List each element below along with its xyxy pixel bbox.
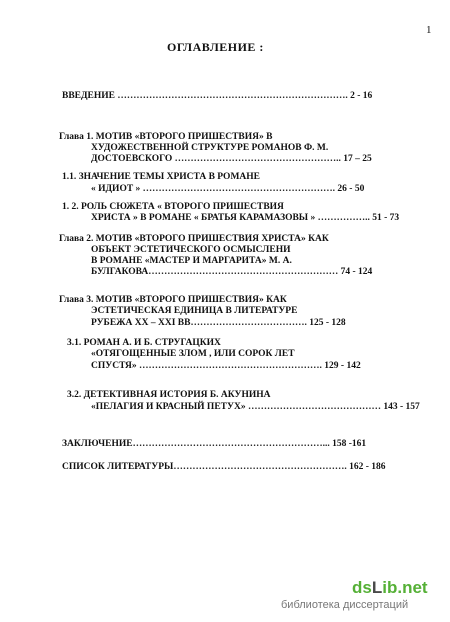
toc-line: СПИСОК ЛИТЕРАТУРЫ………………………………………………. 162 - 186 (62, 462, 386, 472)
page-title: ОГЛАВЛЕНИЕ : (167, 40, 264, 54)
toc-line: «ПЕЛАГИЯ И КРАСНЫЙ ПЕТУХ» …………………………………… 143 - 157 (91, 402, 420, 412)
watermark-logo (281, 578, 428, 611)
toc-line: Глава 3. МОТИВ «ВТОРОГО ПРИШЕСТВИЯ» КАК (59, 295, 287, 305)
toc-line: ХУДОЖЕСТВЕННОЙ СТРУКТУРЕ РОМАНОВ Ф. М. (91, 143, 329, 153)
toc-line: ОБЪЕКТ ЭСТЕТИЧЕСКОГО ОСМЫСЛЕНИ (91, 245, 291, 255)
toc-line: «ОТЯГОЩЕННЫЕ ЗЛОМ , ИЛИ СОРОК ЛЕТ (91, 349, 295, 359)
watermark-brand (352, 578, 428, 598)
watermark-brand-part: ds (352, 578, 372, 597)
page-number: 1 (426, 24, 432, 36)
toc-line: СПУСТЯ» …………………………………………………. 129 - 142 (91, 361, 361, 371)
toc-line: 3.2. ДЕТЕКТИВНАЯ ИСТОРИЯ Б. АКУНИНА (67, 390, 271, 400)
toc-line: ДОСТОЕВСКОГО …………………………………………….. 17 – 25 (91, 154, 372, 164)
toc-line: ВВЕДЕНИЕ ………………………………………………………………. 2 - 16 (62, 91, 373, 101)
watermark-subtitle: библиотека диссертаций (281, 599, 409, 611)
toc-line: ХРИСТА » В РОМАНЕ « БРАТЬЯ КАРАМАЗОВЫ » …………….. 51 - 73 (91, 213, 400, 223)
watermark-brand-part: ib.net (382, 578, 428, 597)
toc-line: Глава 2. МОТИВ «ВТОРОГО ПРИШЕСТВИЯ ХРИСТА» КАК (59, 234, 329, 244)
toc-line: Глава 1. МОТИВ «ВТОРОГО ПРИШЕСТВИЯ» В (59, 132, 273, 142)
toc-line: 3.1. РОМАН А. И Б. СТРУГАЦКИХ (67, 338, 221, 348)
toc-line: БУЛГАКОВА…………………………………………………… 74 - 124 (91, 267, 373, 277)
watermark-brand-part: L (371, 578, 383, 597)
toc-line: 1.1. ЗНАЧЕНИЕ ТЕМЫ ХРИСТА В РОМАНЕ (62, 172, 261, 182)
toc-line: РУБЕЖА XX – XXI ВВ………………………………. 125 - 128 (91, 318, 346, 328)
toc-line: ЭСТЕТИЧЕСКАЯ ЕДИНИЦА В ЛИТЕРАТУРЕ (91, 306, 298, 316)
toc-line: В РОМАНЕ «МАСТЕР И МАРГАРИТА» М. А. (91, 256, 292, 266)
toc-line: « ИДИОТ » ……………………………………………………. 26 - 50 (91, 184, 365, 194)
toc-line: 1. 2. РОЛЬ СЮЖЕТА « ВТОРОГО ПРИШЕСТВИЯ (62, 202, 284, 212)
toc-line: ЗАКЛЮЧЕНИЕ……………………………………………………... 158 -161 (62, 439, 367, 449)
